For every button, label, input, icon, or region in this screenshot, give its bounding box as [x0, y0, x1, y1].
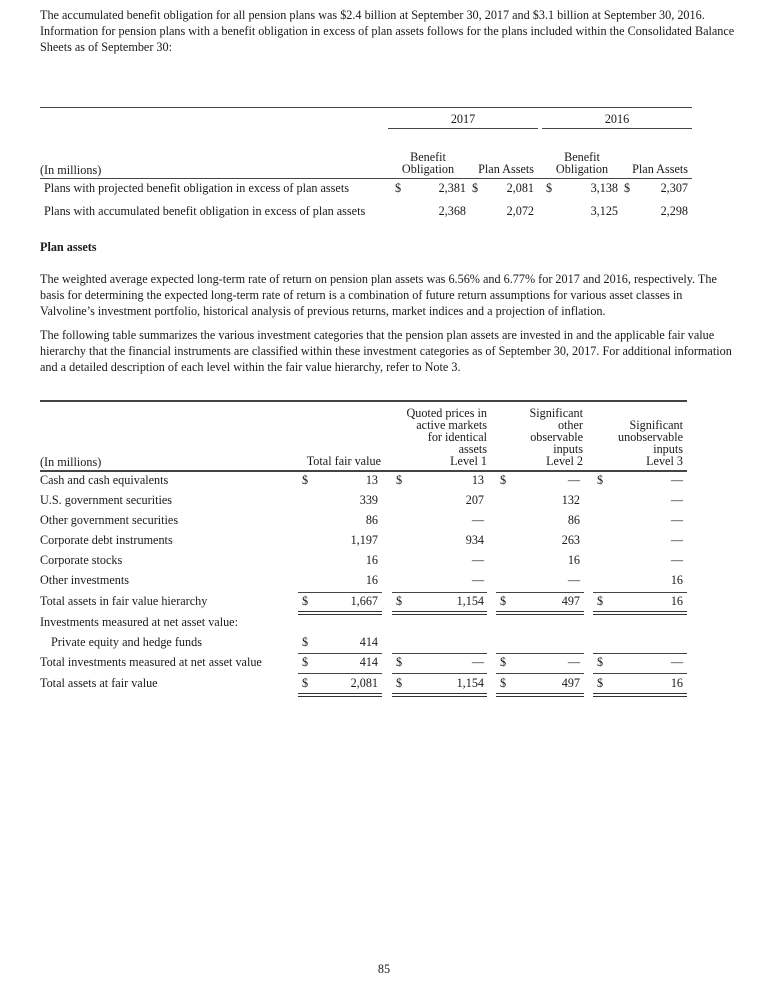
double-rule [496, 693, 584, 697]
col-header-plan-assets-2017: Plan Assets [478, 162, 534, 176]
double-rule [392, 611, 487, 615]
table1-unit-label: (In millions) [40, 163, 102, 177]
page-number: 85 [377, 962, 391, 976]
year-2017-rule [388, 128, 538, 129]
subtotal-rule [298, 673, 382, 674]
col-header-benefit-obligation-2016: Benefit Obligation [555, 150, 609, 176]
table2-header-rule [40, 470, 687, 472]
year-header-2017: 2017 [450, 112, 476, 126]
col-header-level-1: Quoted prices in active markets for identical assets Level 1 [406, 406, 487, 468]
subtotal-rule [392, 592, 487, 593]
subtotal-rule [593, 673, 687, 674]
return-paragraph: The weighted average expected long-term rate of return on pension plan assets was 6.56% and 6.77% for 2017 and 2016, respectively. The basis for determining the expected long-term rate of return is a combination of future return assumptions for various asset classes in Valvoline’s investment portfolio, historical analysis of previous returns, market indices and a projection of inflation. [40, 272, 717, 318]
subtotal-rule [496, 592, 584, 593]
subtotal-rule [496, 653, 584, 654]
table-intro-paragraph: The following table summarizes the various investment categories that the pension plan assets are invested in and the applicable fair value hierarchy that the financial instruments are classified within these investment categories as of September 30, 2017. For additional information and a detailed description of each level within the fair value hierarchy, refer to Note 3. [40, 328, 732, 374]
col-header-benefit-obligation-2017: Benefit Obligation [401, 150, 455, 176]
subtotal-rule [496, 673, 584, 674]
double-rule [593, 693, 687, 697]
subtotal-rule [298, 653, 382, 654]
plan-assets-heading: Plan assets [40, 240, 97, 254]
table1-top-rule [40, 107, 692, 108]
col-header-plan-assets-2016: Plan Assets [632, 162, 688, 176]
col-header-total-fair-value: Total fair value [306, 454, 381, 468]
subtotal-rule [593, 653, 687, 654]
double-rule [496, 611, 584, 615]
table2-top-rule [40, 400, 687, 402]
double-rule [593, 611, 687, 615]
table1-header-rule [40, 178, 692, 179]
year-header-2016: 2016 [604, 112, 630, 126]
double-rule [298, 693, 382, 697]
subtotal-rule [298, 592, 382, 593]
table2-unit-label: (In millions) [40, 455, 102, 469]
subtotal-rule [593, 592, 687, 593]
double-rule [298, 611, 382, 615]
year-2016-rule [542, 128, 692, 129]
col-header-level-3: Significant unobservable inputs Level 3 [618, 418, 683, 468]
subtotal-rule [392, 653, 487, 654]
intro-paragraph: The accumulated benefit obligation for all pension plans was $2.4 billion at September 30, 2017 and $3.1 billion at September 30, 2016. Information for pension plans with a benefit obligation in excess of plan assets follows for the plans included within the Consolidated Balance Sheets as of September 30: [40, 8, 735, 54]
col-header-level-2: Significant other observable inputs Level 2 [529, 406, 583, 468]
subtotal-rule [392, 673, 487, 674]
double-rule [392, 693, 487, 697]
